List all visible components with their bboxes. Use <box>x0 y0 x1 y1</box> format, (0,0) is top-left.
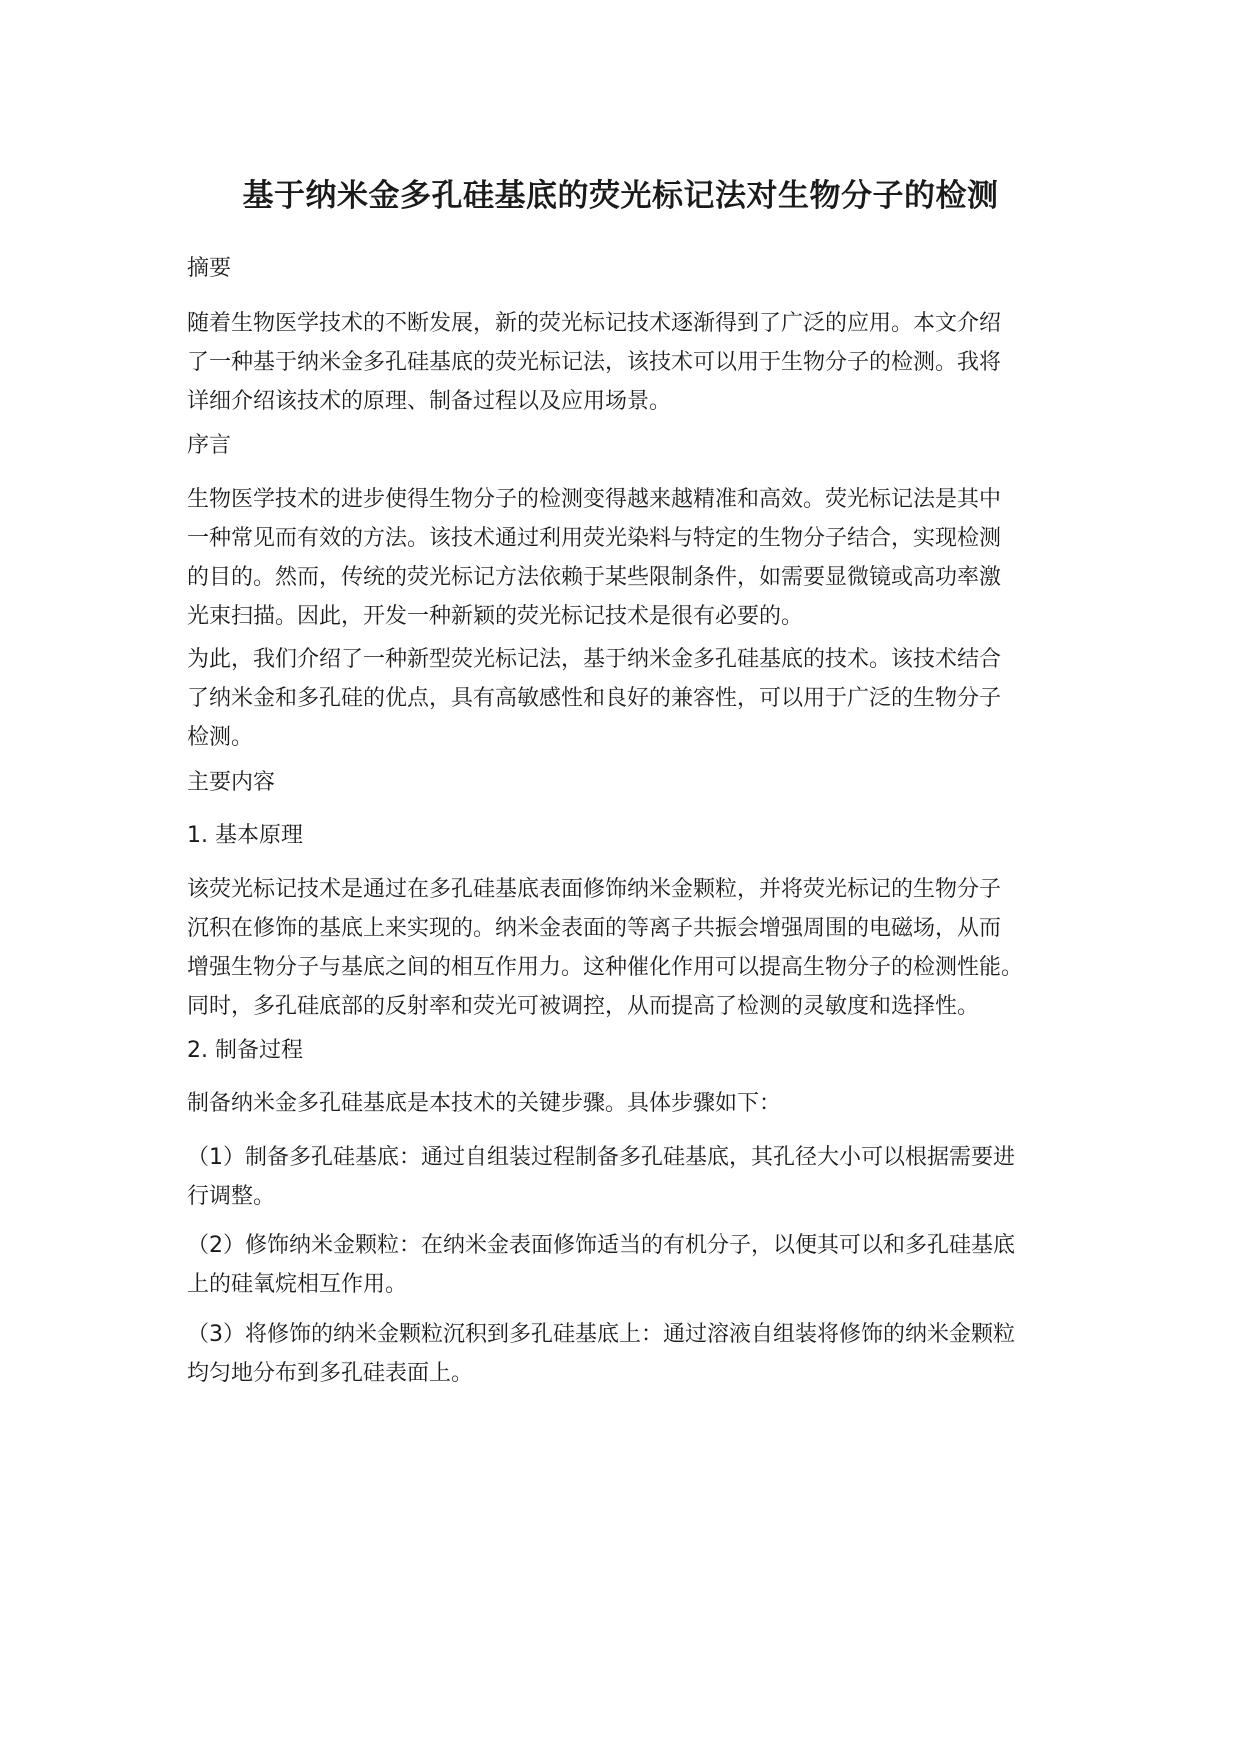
section1-line: 沉积在修饰的基底上来实现的。纳米金表面的等离子共振会增强周围的电磁场，从而 <box>187 916 1002 941</box>
section1-line: 该荧光标记技术是通过在多孔硅基底表面修饰纳米金颗粒，并将荧光标记的生物分子 <box>187 877 1002 902</box>
preface-line: 了纳米金和多孔硅的优点，具有高敏感性和良好的兼容性，可以用于广泛的生物分子 <box>187 686 1002 711</box>
preface-paragraph-2 <box>187 640 1067 757</box>
step3-line: （3）将修饰的纳米金颗粒沉积到多孔硅基底上：通过溶液自组装将修饰的纳米金颗粒 <box>187 1322 1015 1347</box>
preface-line: 生物医学技术的进步使得生物分子的检测变得越来越精准和高效。荧光标记法是其中 <box>187 487 1002 512</box>
preface-paragraph-1 <box>187 480 1067 636</box>
section2-heading: 2. 制备过程 <box>187 1038 303 1063</box>
abstract-line: 详细介绍该技术的原理、制备过程以及应用场景。 <box>187 389 672 414</box>
preface-line: 检测。 <box>187 725 254 750</box>
section1-heading-block <box>187 816 1067 855</box>
abstract-heading: 摘要 <box>187 256 232 281</box>
preface-heading: 序言 <box>187 433 232 458</box>
abstract-heading-block <box>187 249 1067 288</box>
section1-line: 增强生物分子与基底之间的相互作用力。这种催化作用可以提高生物分子的检测性能。 <box>187 955 1024 980</box>
preface-line: 一种常见而有效的方法。该技术通过利用荧光染料与特定的生物分子结合，实现检测 <box>187 526 1002 551</box>
step2-line: 上的硅氧烷相互作用。 <box>187 1272 408 1297</box>
section2-intro: 制备纳米金多孔硅基底是本技术的关键步骤。具体步骤如下： <box>187 1091 782 1116</box>
section1-line: 同时，多孔硅底部的反射率和荧光可被调控，从而提高了检测的灵敏度和选择性。 <box>187 994 980 1019</box>
preface-line: 的目的。然而，传统的荧光标记方法依赖于某些限制条件，如需要显微镜或高功率激 <box>187 565 1002 590</box>
step2-line: （2）修饰纳米金颗粒：在纳米金表面修饰适当的有机分子，以便其可以和多孔硅基底 <box>187 1233 1015 1258</box>
section2-intro-block <box>187 1084 1067 1123</box>
step3-paragraph <box>187 1315 1067 1393</box>
abstract-line: 了一种基于纳米金多孔硅基底的荧光标记法，该技术可以用于生物分子的检测。我将 <box>187 350 1002 375</box>
section2-heading-block <box>187 1031 1067 1070</box>
preface-line: 光束扫描。因此，开发一种新颖的荧光标记技术是很有必要的。 <box>187 604 804 629</box>
main-heading-block <box>187 763 1067 802</box>
step3-line: 均匀地分布到多孔硅表面上。 <box>187 1361 474 1386</box>
section1-paragraph <box>187 870 1067 1026</box>
document-title: 基于纳米金多孔硅基底的荧光标记法对生物分子的检测 <box>242 178 999 214</box>
main-content-heading: 主要内容 <box>187 770 276 795</box>
step2-paragraph <box>187 1226 1067 1304</box>
step1-line: 行调整。 <box>187 1184 276 1209</box>
step1-paragraph <box>187 1138 1067 1216</box>
preface-heading-block <box>187 426 1067 465</box>
step1-line: （1）制备多孔硅基底：通过自组装过程制备多孔硅基底，其孔径大小可以根据需要进 <box>187 1145 1015 1170</box>
abstract-line: 随着生物医学技术的不断发展，新的荧光标记技术逐渐得到了广泛的应用。本文介绍 <box>187 311 1002 336</box>
abstract-paragraph <box>187 304 1067 421</box>
section1-heading: 1. 基本原理 <box>187 823 303 848</box>
preface-line: 为此，我们介绍了一种新型荧光标记法，基于纳米金多孔硅基底的技术。该技术结合 <box>187 647 1002 672</box>
